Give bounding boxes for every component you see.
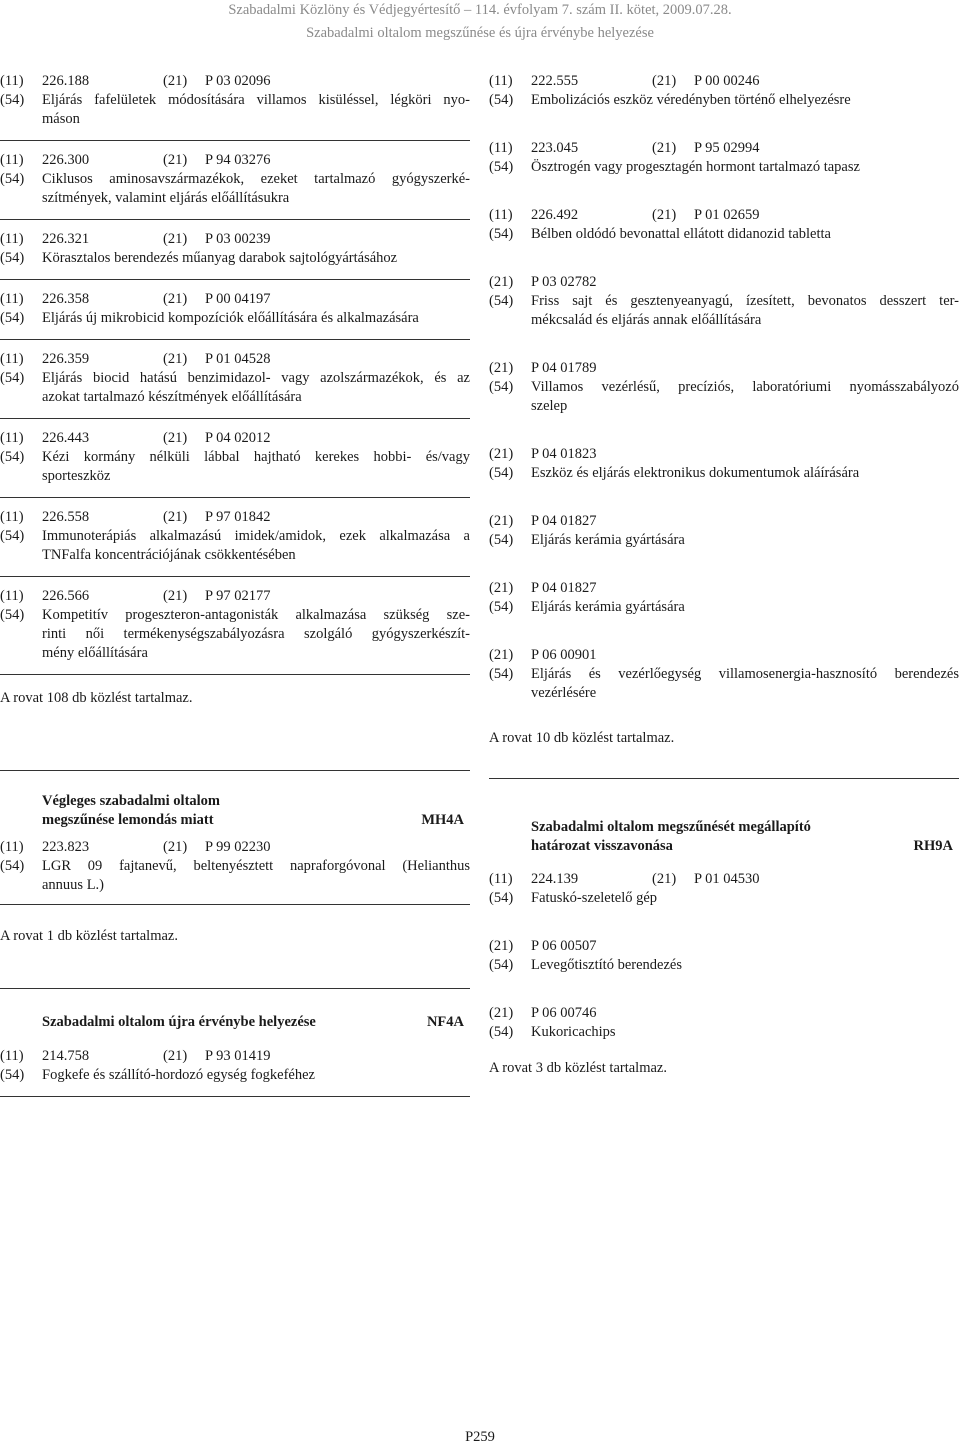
section-rh9a [489, 818, 959, 1078]
patent-entry [0, 151, 470, 208]
field-code-54: (54) [489, 92, 514, 108]
divider [0, 770, 470, 771]
section-note: A rovat 10 db közlést tartalmaz. [489, 730, 675, 746]
application-number: P 06 00901 [531, 647, 597, 663]
patent-number: 223.823 [42, 839, 90, 855]
patent-entry [489, 646, 959, 703]
section-title: Szabadalmi oltalom megszűnése és újra érvénybe helyezése [306, 25, 654, 41]
field-code-54: (54) [0, 1067, 25, 1083]
title-line: Bélben oldódó bevonattal ellátott didanozid tabletta [531, 226, 831, 242]
field-code-54: (54) [0, 310, 25, 326]
field-code-54: (54) [489, 379, 514, 395]
section-heading-line1: Szabadalmi oltalom megszűnését megállapító [531, 819, 811, 835]
title-line: TNFalfa koncentrációjának csökkentésében [42, 547, 296, 563]
patent-entry [489, 1004, 959, 1042]
title-line: Eljárás új mikrobicid kompozíciók előállítására és alkalmazására [42, 310, 419, 326]
field-code-54: (54) [489, 159, 514, 175]
application-number: P 04 02012 [205, 430, 271, 446]
divider [489, 778, 959, 779]
application-number: P 00 04197 [205, 291, 271, 307]
field-code-21: (21) [163, 1048, 188, 1064]
title-line: Fogkefe és szállító-hordozó egység fogkeféhez [42, 1067, 315, 1083]
title-line: LGR 09 fajtanevű, beltenyésztett napraforgóvonal (Helianthus [42, 858, 470, 874]
application-number: P 93 01419 [205, 1048, 271, 1064]
patent-number: 222.555 [531, 73, 579, 89]
field-code-54: (54) [489, 465, 514, 481]
patent-number: 226.300 [42, 152, 90, 168]
field-code-21: (21) [489, 938, 514, 954]
section-heading-line2: megszűnése lemondás miatt [42, 812, 214, 828]
patent-number: 224.139 [531, 871, 579, 887]
page-number: P259 [465, 1429, 495, 1445]
patent-entry [0, 290, 470, 328]
application-number: P 04 01823 [531, 446, 597, 462]
patent-number: 226.358 [42, 291, 90, 307]
title-line: annuus L.) [42, 877, 105, 893]
section-heading-line2: határozat visszavonása [531, 838, 673, 854]
field-code-11: (11) [489, 73, 513, 89]
field-code-54: (54) [489, 599, 514, 615]
left-column [0, 72, 470, 708]
title-line: Ciklusos aminosavszármazékok, ezeket tartalmazó gyógyszerké- [42, 171, 470, 187]
field-code-54: (54) [0, 449, 25, 465]
field-code-11: (11) [0, 291, 24, 307]
patent-number: 226.558 [42, 509, 90, 525]
application-number: P 97 01842 [205, 509, 271, 525]
field-code-54: (54) [489, 890, 514, 906]
patent-entry [489, 72, 959, 110]
title-line: Embolizációs eszköz véredényben történő elhelyezésre [531, 92, 851, 108]
patent-number: 226.492 [531, 207, 579, 223]
field-code-21: (21) [163, 351, 188, 367]
field-code-54: (54) [0, 370, 25, 386]
title-line: Eljárás fafelületek módosítására villamos kisüléssel, légköri nyo- [42, 92, 470, 108]
field-code-54: (54) [489, 226, 514, 242]
patent-number: 226.443 [42, 430, 90, 446]
divider [0, 279, 470, 280]
field-code-54: (54) [0, 528, 25, 544]
field-code-54: (54) [489, 666, 514, 682]
section-code: NF4A [426, 1014, 464, 1030]
field-code-11: (11) [0, 430, 24, 446]
title-line: sporteszköz [42, 468, 111, 484]
application-number: P 03 00239 [205, 231, 271, 247]
field-code-21: (21) [652, 871, 677, 887]
field-code-54: (54) [489, 293, 514, 309]
application-number: P 95 02994 [694, 140, 760, 156]
title-line: Eljárás biocid hatású benzimidazol- vagy azolszármazékok, és az [42, 370, 470, 386]
application-number: P 04 01789 [531, 360, 597, 376]
field-code-21: (21) [163, 73, 188, 89]
field-code-11: (11) [0, 839, 24, 855]
field-code-21: (21) [489, 580, 514, 596]
application-number: P 04 01827 [531, 580, 597, 596]
page-header [0, 0, 960, 46]
field-code-54: (54) [0, 92, 25, 108]
title-line: Friss sajt és gesztenyeanyagú, ízesített, bevonatos desszert ter- [531, 293, 959, 309]
field-code-21: (21) [489, 274, 514, 290]
title-line: szítmények, valamint eljárás előállításukra [42, 190, 290, 206]
title-line: Eljárás kerámia gyártására [531, 599, 685, 615]
field-code-54: (54) [489, 532, 514, 548]
field-code-21: (21) [489, 446, 514, 462]
application-number: P 94 03276 [205, 152, 271, 168]
divider [0, 339, 470, 340]
application-number: P 99 02230 [205, 839, 271, 855]
application-number: P 01 04530 [694, 871, 760, 887]
field-code-11: (11) [0, 588, 24, 604]
patent-number: 226.566 [42, 588, 90, 604]
field-code-21: (21) [652, 140, 677, 156]
title-line: rinti női termékenységszabályozásra szolgáló gyógyszerkészít- [42, 626, 470, 642]
title-line: Fatuskó-szeletelő gép [531, 890, 658, 906]
title-line: mékcsalád és eljárás annak előállítására [531, 312, 762, 328]
divider [0, 1096, 470, 1097]
field-code-21: (21) [652, 73, 677, 89]
patent-entry [489, 273, 959, 330]
application-number: P 04 01827 [531, 513, 597, 529]
title-line: azokat tartalmazó készítmények előállítására [42, 389, 302, 405]
patent-number: 214.758 [42, 1048, 90, 1064]
divider [0, 497, 470, 498]
title-line: Eszköz és eljárás elektronikus dokumentumok aláírására [531, 465, 860, 481]
patent-entry [489, 512, 959, 550]
application-number: P 01 04528 [205, 351, 271, 367]
application-number: P 03 02782 [531, 274, 597, 290]
field-code-21: (21) [163, 231, 188, 247]
title-line: Kukoricachips [531, 1024, 616, 1040]
title-line: Ösztrogén vagy progesztagén hormont tartalmazó tapasz [531, 159, 860, 175]
field-code-21: (21) [163, 291, 188, 307]
application-number: P 97 02177 [205, 588, 271, 604]
divider [0, 140, 470, 141]
journal-title: Szabadalmi Közlöny és Védjegyértesítő – 114. évfolyam 7. szám II. kötet, 2009.07.28. [228, 2, 732, 18]
field-code-11: (11) [489, 207, 513, 223]
field-code-11: (11) [0, 351, 24, 367]
field-code-21: (21) [163, 430, 188, 446]
field-code-11: (11) [0, 152, 24, 168]
patent-entry [0, 230, 470, 268]
title-line: máson [42, 111, 80, 127]
patent-entry [489, 359, 959, 416]
field-code-11: (11) [489, 140, 513, 156]
patent-entry [489, 579, 959, 617]
patent-entry [489, 937, 959, 975]
section-heading: Szabadalmi oltalom újra érvénybe helyezése [42, 1014, 316, 1030]
section-heading-line1: Végleges szabadalmi oltalom [42, 793, 221, 809]
field-code-21: (21) [163, 509, 188, 525]
patent-number: 226.188 [42, 73, 90, 89]
title-line: Kompetitív progeszteron-antagonisták alkalmazása szükség sze- [42, 607, 470, 623]
patent-entry [489, 870, 959, 908]
section-note: A rovat 108 db közlést tartalmaz. [0, 690, 193, 706]
divider [0, 576, 470, 577]
patent-entry [0, 429, 470, 486]
field-code-54: (54) [0, 250, 25, 266]
field-code-54: (54) [0, 607, 25, 623]
title-line: Villamos vezérlésű, precíziós, laboratóriumi nyomásszabályozó [531, 379, 959, 395]
patent-entry [0, 72, 470, 129]
title-line: Körasztalos berendezés műanyag darabok sajtológyártásához [42, 250, 398, 266]
field-code-54: (54) [0, 858, 25, 874]
application-number: P 01 02659 [694, 207, 760, 223]
section-code: MH4A [421, 812, 464, 828]
title-line: Levegőtisztító berendezés [531, 957, 682, 973]
title-line: vezérlésére [531, 685, 597, 701]
title-line: mény előállítására [42, 645, 148, 661]
field-code-21: (21) [163, 152, 188, 168]
application-number: P 03 02096 [205, 73, 271, 89]
title-line: Eljárás kerámia gyártására [531, 532, 685, 548]
application-number: P 06 00507 [531, 938, 597, 954]
divider [0, 674, 470, 675]
field-code-21: (21) [163, 839, 188, 855]
application-number: P 00 00246 [694, 73, 760, 89]
patent-number: 226.321 [42, 231, 90, 247]
patent-entry [489, 206, 959, 244]
divider [0, 988, 470, 989]
field-code-21: (21) [489, 360, 514, 376]
field-code-11: (11) [489, 871, 513, 887]
section-note: A rovat 3 db közlést tartalmaz. [489, 1060, 667, 1076]
field-code-11: (11) [0, 1048, 24, 1064]
patent-number: 223.045 [531, 140, 579, 156]
patent-entry [0, 508, 470, 565]
title-line: Kézi kormány nélküli lábbal hajtható kerekes hobbi- és/vagy [42, 449, 470, 465]
field-code-54: (54) [0, 171, 25, 187]
field-code-11: (11) [0, 231, 24, 247]
patent-number: 226.359 [42, 351, 90, 367]
title-line: Eljárás és vezérlőegység villamosenergia-hasznosító berendezés [531, 666, 959, 682]
divider [0, 418, 470, 419]
patent-entry [489, 445, 959, 483]
field-code-21: (21) [652, 207, 677, 223]
field-code-54: (54) [489, 957, 514, 973]
field-code-21: (21) [163, 588, 188, 604]
title-line: Immunoterápiás alkalmazású imidek/amidok, ezek alkalmazása a [42, 528, 470, 544]
field-code-21: (21) [489, 1005, 514, 1021]
divider [0, 219, 470, 220]
field-code-21: (21) [489, 513, 514, 529]
title-line: szelep [531, 398, 568, 414]
application-number: P 06 00746 [531, 1005, 597, 1021]
field-code-54: (54) [489, 1024, 514, 1040]
section-nf4a [0, 1013, 470, 1097]
section-mh4a [0, 792, 470, 989]
right-column [489, 72, 959, 748]
patent-entry [0, 350, 470, 407]
field-code-21: (21) [489, 647, 514, 663]
rh9a-entries [489, 870, 959, 1042]
field-code-11: (11) [0, 509, 24, 525]
patent-entry [0, 587, 470, 663]
divider [0, 904, 470, 905]
patent-entry [489, 139, 959, 177]
section-note: A rovat 1 db közlést tartalmaz. [0, 928, 178, 944]
section-code: RH9A [913, 838, 953, 854]
field-code-11: (11) [0, 73, 24, 89]
